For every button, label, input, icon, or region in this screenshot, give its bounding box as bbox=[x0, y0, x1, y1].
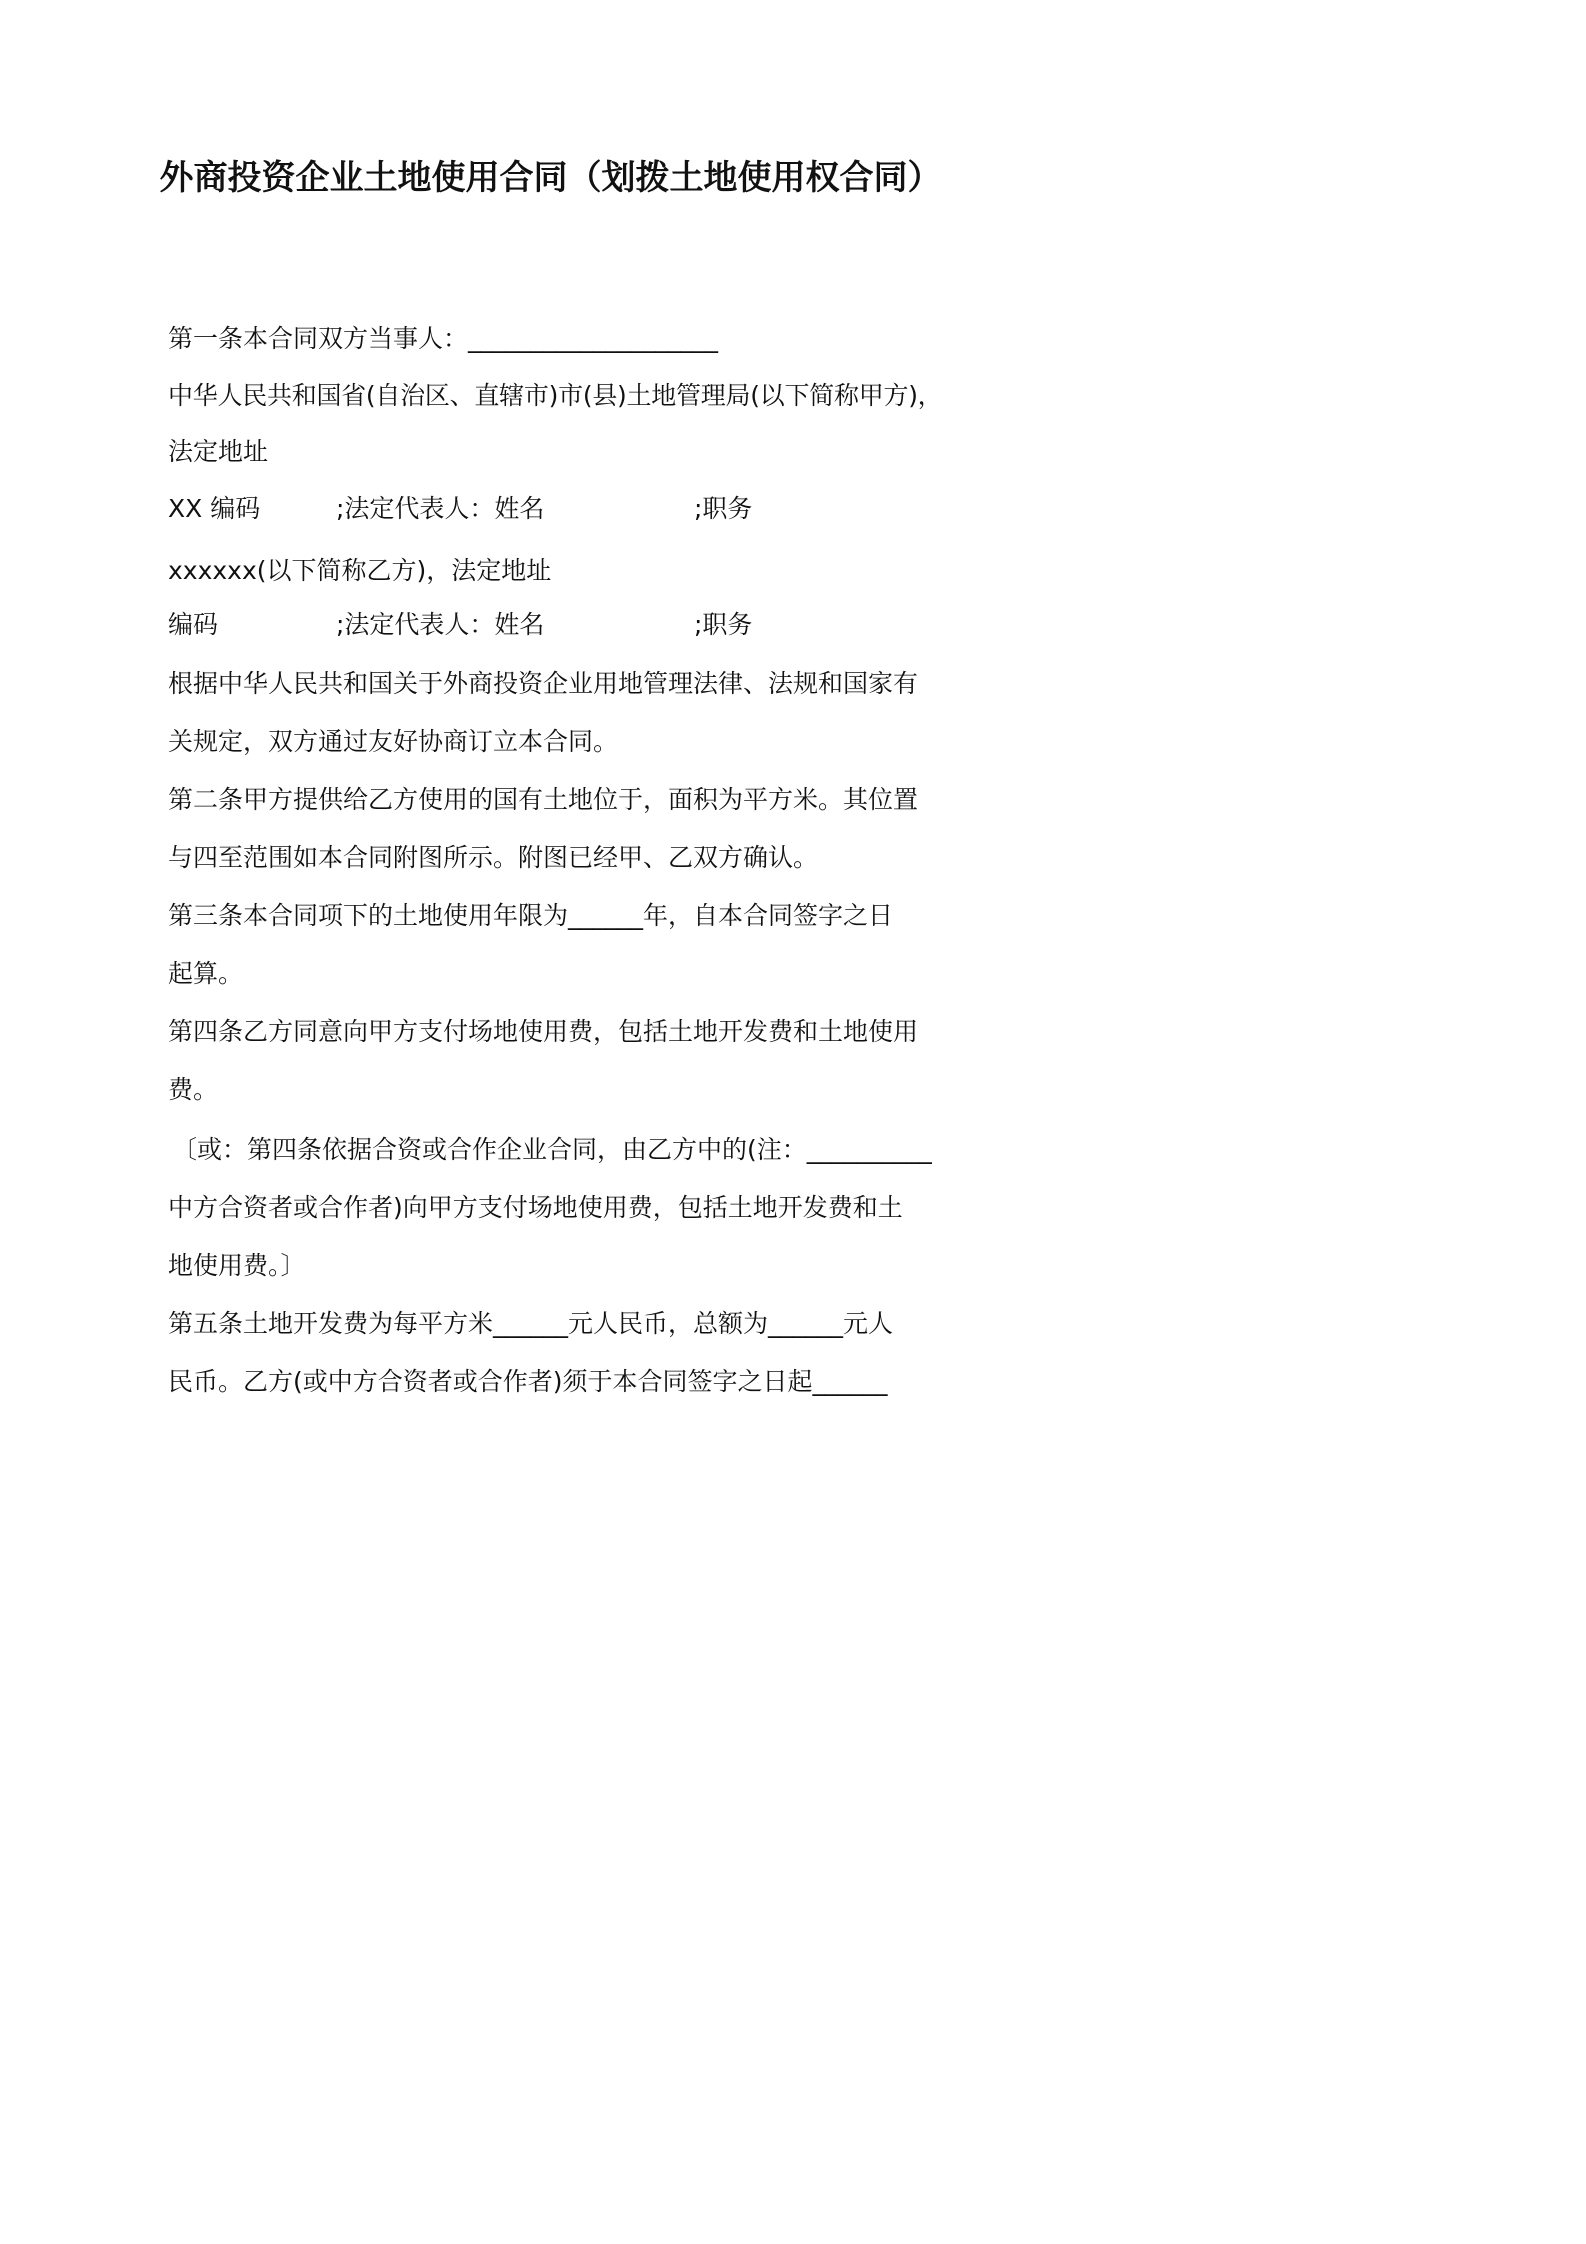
party-b-representative: ;法定代表人：姓名 bbox=[336, 610, 545, 639]
clause-2-line-2: 与四至范围如本合同附图所示。附图已经甲、乙双方确认。 bbox=[168, 843, 819, 872]
party-b-line: xxxxxx(以下简称乙方)，法定地址 bbox=[168, 556, 552, 585]
document-title: 外商投资企业土地使用合同（划拨土地使用权合同） bbox=[159, 158, 942, 198]
party-b-position: ;职务 bbox=[694, 610, 753, 639]
clause-4-line-1: 第四条乙方同意向甲方支付场地使用费，包括土地开发费和土地使用 bbox=[168, 1017, 919, 1046]
party-a-line: 中华人民共和国省(自治区、直辖市)市(县)土地管理局(以下简称甲方)， bbox=[168, 381, 943, 410]
clause-4-line-2: 费。 bbox=[168, 1075, 219, 1104]
clause-4-alt-line-3: 地使用费。〕 bbox=[168, 1251, 306, 1280]
clause-3-line-1: 第三条本合同项下的土地使用年限为______年，自本合同签字之日 bbox=[168, 901, 894, 930]
party-a-representative: ;法定代表人：姓名 bbox=[336, 494, 545, 523]
clause-4-alt-line-2: 中方合资者或合作者)向甲方支付场地使用费，包括土地开发费和土 bbox=[168, 1193, 903, 1222]
clause-3-line-2: 起算。 bbox=[168, 959, 244, 988]
party-b-postcode: 编码 bbox=[168, 610, 219, 639]
clause-5-line-1: 第五条土地开发费为每平方米______元人民币，总额为______元人 bbox=[168, 1309, 894, 1338]
clause-4-alt-line-1: 〔或：第四条依据合资或合作企业合同，由乙方中的(注：__________ bbox=[172, 1135, 932, 1164]
document-page bbox=[0, 0, 1101, 1558]
clause-5-line-2: 民币。乙方(或中方合资者或合作者)须于本合同签字之日起______ bbox=[168, 1367, 888, 1396]
preamble-line-1: 根据中华人民共和国关于外商投资企业用地管理法律、法规和国家有 bbox=[168, 669, 919, 698]
party-a-postcode: XX 编码 bbox=[168, 494, 261, 523]
party-a-address: 法定地址 bbox=[168, 437, 269, 466]
clause-1-parties: 第一条本合同双方当事人：____________________ bbox=[168, 324, 719, 353]
party-a-position: ;职务 bbox=[694, 494, 753, 523]
preamble-line-2: 关规定，双方通过友好协商订立本合同。 bbox=[168, 727, 619, 756]
clause-2-line-1: 第二条甲方提供给乙方使用的国有土地位于，面积为平方米。其位置 bbox=[168, 785, 919, 814]
